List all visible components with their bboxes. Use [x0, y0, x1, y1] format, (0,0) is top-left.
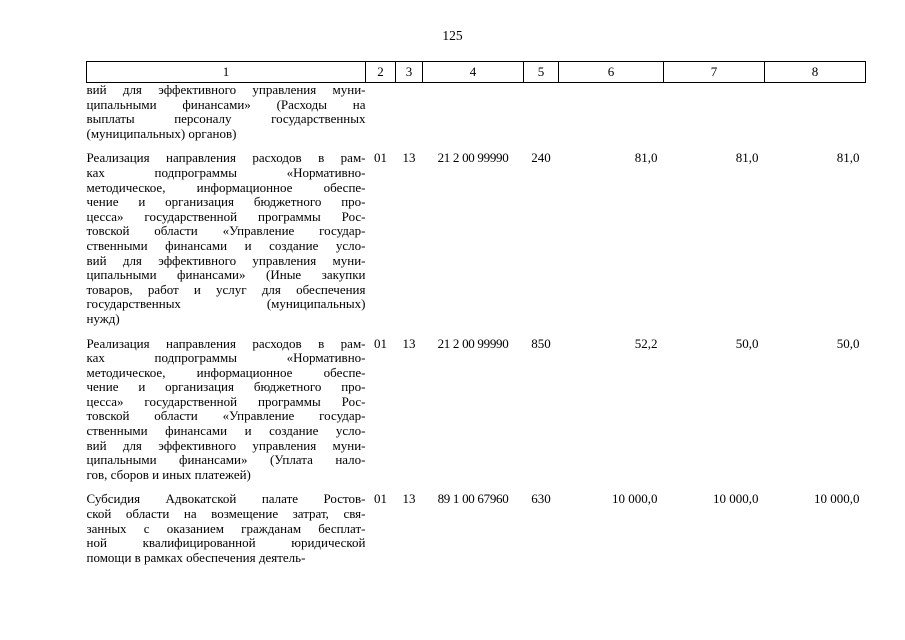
row-description: [87, 141, 366, 326]
column-header: 5: [524, 62, 559, 83]
description-line: чение и организация бюджетного про-: [86, 194, 366, 210]
subsection-code: [396, 83, 423, 142]
amount-year-1: 10 000,0: [612, 491, 658, 507]
description-line: цесса» государственной программы Рос-: [86, 208, 366, 224]
description-line: ской области на возмещение затрат, свя-: [86, 506, 366, 522]
description-line: вий для эффективного управления муни-: [86, 82, 366, 97]
description-line: ках подпрограммы «Нормативно-: [86, 164, 366, 180]
target-article-code: 21 2 00 99990: [437, 335, 509, 351]
description-line: (муниципальных) органов): [86, 125, 237, 141]
column-header: 7: [664, 62, 765, 83]
amount-year-1: 81,0: [634, 150, 658, 166]
description-line: ципальными финансами» (Расходы на: [86, 96, 366, 112]
column-header: 8: [765, 62, 866, 83]
amount-year-2: 81,0: [735, 150, 759, 166]
description-line: чение и организация бюджетного про-: [86, 379, 366, 395]
description-line: товской области «Управление государ-: [86, 408, 366, 424]
description-line: выплаты персоналу государственных: [86, 111, 366, 127]
table-row: [87, 482, 866, 565]
description-line: ках подпрограммы «Нормативно-: [86, 350, 366, 366]
expense-type-code: 850: [531, 335, 551, 351]
amount-year-2: 10 000,0: [713, 491, 759, 507]
subsection-code: 13: [402, 491, 416, 507]
page-number: 125: [442, 28, 463, 43]
description-line: цесса» государственной программы Рос-: [86, 393, 366, 409]
amount-year-3: 50,0: [836, 335, 860, 351]
description-line: ципальными финансами» (Уплата нало-: [86, 452, 366, 468]
description-line: занных с оказанием гражданам бесплат-: [86, 520, 366, 536]
description-line: гов, сборов и иных платежей): [86, 466, 251, 482]
column-header: 6: [559, 62, 664, 83]
description-line: Реализация направления расходов в рам-: [86, 150, 366, 166]
description-line: методическое, информационное обеспе-: [86, 364, 366, 380]
description-line: товаров, работ и услуг для обеспечения: [86, 281, 366, 297]
row-description: [87, 327, 366, 483]
section-code: [366, 83, 396, 142]
expense-type-code: 240: [531, 150, 551, 166]
row-description: [87, 83, 366, 142]
table-row: [87, 327, 866, 483]
subsection-code: 13: [402, 335, 416, 351]
table-row: [87, 141, 866, 326]
column-header: 3: [396, 62, 423, 83]
amount-year-2: 50,0: [735, 335, 759, 351]
table-row: [87, 83, 866, 142]
amount-year-1: [559, 83, 664, 142]
description-line: помощи в рамках обеспечения деятель-: [86, 549, 306, 565]
amount-year-3: [765, 83, 866, 142]
table-header-row: [87, 62, 866, 83]
description-line: вий для эффективного управления муни-: [86, 437, 366, 453]
description-line: Реализация направления расходов в рам-: [86, 335, 366, 351]
description-line: товской области «Управление государ-: [86, 223, 366, 239]
target-article-code: 89 1 00 67960: [437, 491, 509, 507]
column-header: 1: [87, 62, 366, 83]
description-line: методическое, информационное обеспе-: [86, 179, 366, 195]
description-line: ственными финансами и создание усло-: [86, 423, 366, 439]
amount-year-3: 10 000,0: [814, 491, 860, 507]
budget-table: [86, 61, 866, 565]
description-line: ственными финансами и создание усло-: [86, 237, 366, 253]
section-code: 01: [374, 491, 387, 507]
target-article-code: 21 2 00 99990: [437, 150, 509, 166]
description-line: вий для эффективного управления муни-: [86, 252, 366, 268]
amount-year-1: 52,2: [634, 335, 658, 351]
expense-type-code: 630: [531, 491, 551, 507]
description-line: государственных (муниципальных): [86, 296, 366, 312]
expense-type-code: [524, 83, 559, 142]
description-line: Субсидия Адвокатской палате Ростов-: [86, 491, 366, 507]
table-body: [87, 83, 866, 566]
row-description: [87, 482, 366, 565]
column-header: 4: [423, 62, 524, 83]
section-code: 01: [374, 335, 387, 351]
description-line: нужд): [86, 310, 120, 326]
description-line: ципальными финансами» (Иные закупки: [86, 267, 366, 283]
description-line: ной квалифицированной юридической: [86, 535, 366, 551]
column-header: 2: [366, 62, 396, 83]
subsection-code: 13: [402, 150, 416, 166]
amount-year-3: 81,0: [836, 150, 860, 166]
amount-year-2: [664, 83, 765, 142]
target-article-code: [423, 83, 524, 142]
section-code: 01: [374, 150, 387, 166]
